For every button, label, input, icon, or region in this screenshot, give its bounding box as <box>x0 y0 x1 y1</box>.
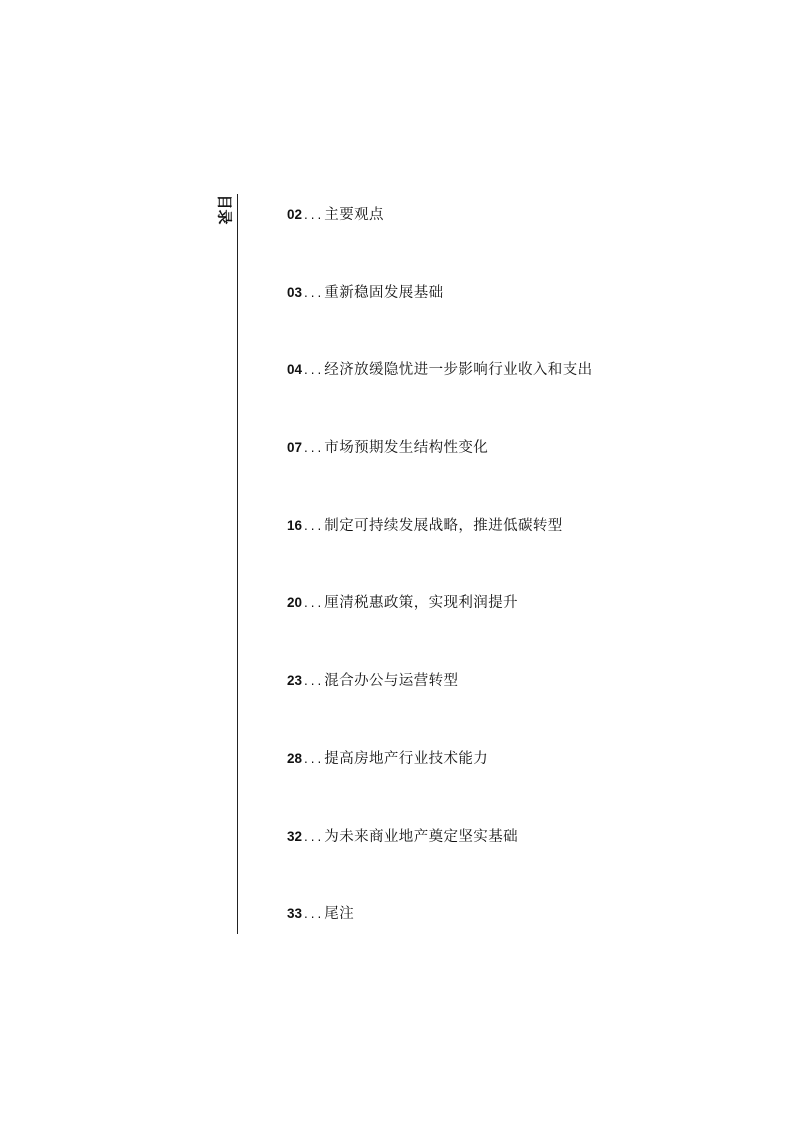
toc-page-number: 16 <box>287 517 303 533</box>
toc-title: 尾注 <box>324 906 355 923</box>
toc-page-number: 04 <box>287 362 303 378</box>
toc-dots: ... <box>304 673 325 689</box>
toc-title: 厘清税惠政策，实现利润提升 <box>324 595 518 612</box>
toc-entry-hybrid-work[interactable] <box>287 672 593 750</box>
toc-entry-main-points[interactable] <box>287 206 593 284</box>
toc-dots: ... <box>304 207 325 222</box>
toc-entry-tax-policy[interactable] <box>287 594 593 672</box>
toc-entry-endnotes[interactable] <box>287 905 593 983</box>
toc-entry-future-foundation[interactable] <box>287 828 593 906</box>
toc-title: 主要观点 <box>324 207 384 223</box>
toc-dots: ... <box>304 517 325 533</box>
toc-entry-sustainability[interactable] <box>287 517 593 595</box>
toc-title: 提高房地产行业技术能力 <box>324 750 489 767</box>
toc-title: 市场预期发生结构性变化 <box>324 440 489 457</box>
toc-dots: ... <box>304 595 325 611</box>
toc-title: 为未来商业地产奠定坚实基础 <box>324 828 518 845</box>
toc-heading-text: 目录 <box>215 193 234 225</box>
toc-page-number: 02 <box>287 207 303 222</box>
toc-page-number: 28 <box>287 750 303 766</box>
toc-page-number: 32 <box>287 828 303 844</box>
toc-title: 重新稳固发展基础 <box>324 284 444 301</box>
toc-entry-technology[interactable] <box>287 750 593 828</box>
toc-dots: ... <box>304 362 325 378</box>
toc-entry-foundation[interactable] <box>287 284 593 362</box>
toc-entry-economic-slowdown[interactable] <box>287 361 593 439</box>
toc-heading <box>209 194 239 224</box>
toc-dots: ... <box>304 750 325 766</box>
toc-dots: ... <box>304 440 325 456</box>
toc-page-number: 23 <box>287 673 303 689</box>
toc-title: 制定可持续发展战略，推进低碳转型 <box>324 517 563 534</box>
toc-page-number: 03 <box>287 284 303 300</box>
toc-page-number: 20 <box>287 595 303 611</box>
toc-title: 经济放缓隐忧进一步影响行业收入和支出 <box>324 362 593 379</box>
toc-page-number: 33 <box>287 906 303 922</box>
toc-page-number: 07 <box>287 440 303 456</box>
table-of-contents <box>287 206 593 983</box>
toc-entry-market-expectations[interactable] <box>287 439 593 517</box>
toc-title: 混合办公与运营转型 <box>324 673 459 690</box>
toc-dots: ... <box>304 284 325 300</box>
toc-dots: ... <box>304 828 325 844</box>
toc-dots: ... <box>304 906 325 922</box>
vertical-divider <box>237 194 238 934</box>
